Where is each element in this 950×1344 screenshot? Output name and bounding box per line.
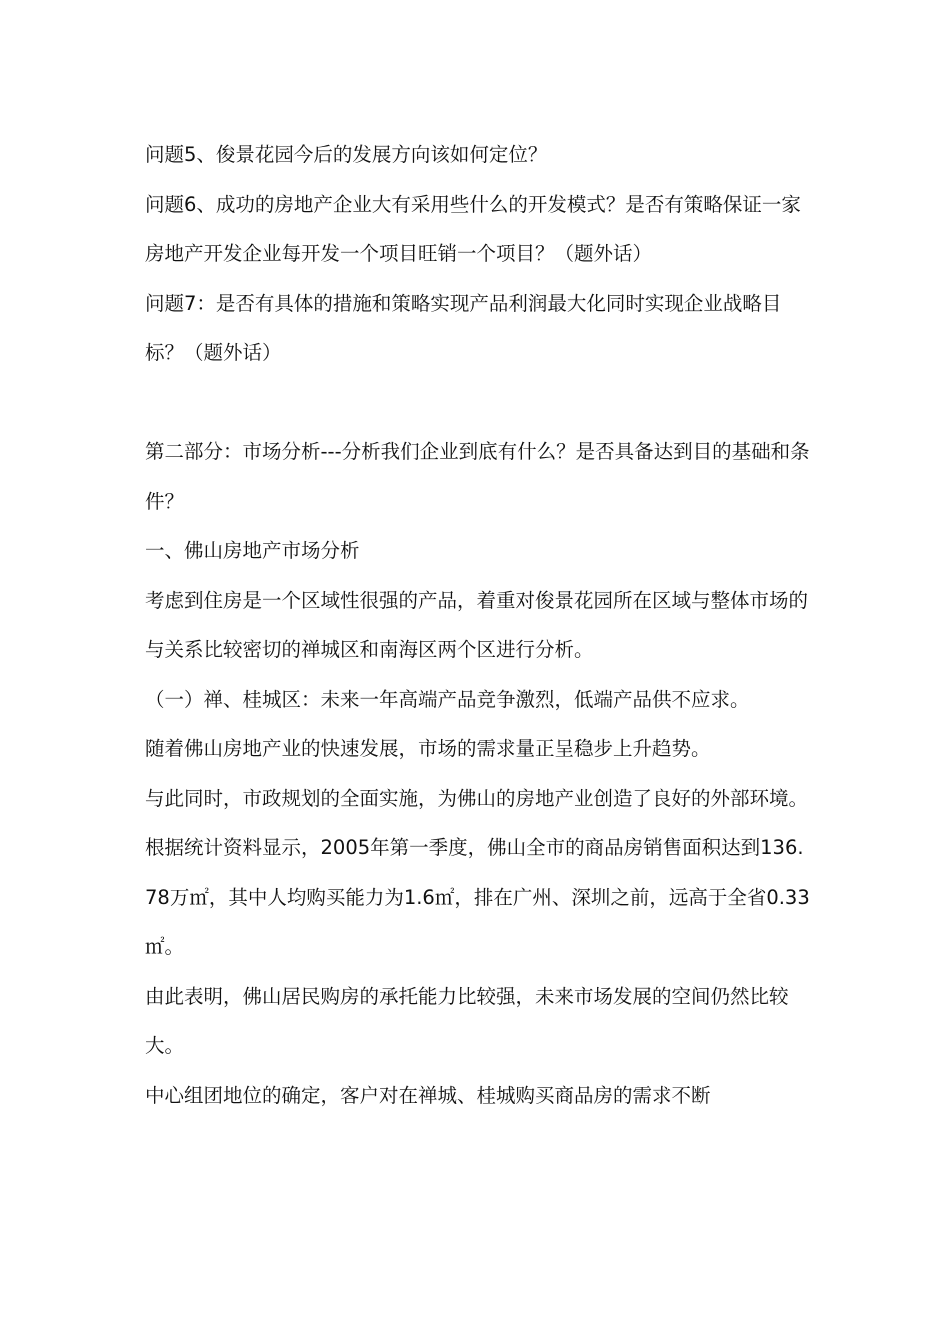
paragraph-central-group: 中心组团地位的确定，客户对在禅城、桂城购买商品房的需求不断: [145, 1083, 711, 1107]
paragraph-question-5: 问题5、俊景花园今后的发展方向该如何定位？: [145, 143, 548, 166]
paragraph-chancheng-guicheng: （一）禅、桂城区：未来一年高端产品竞争激烈，低端产品供不应求。: [145, 687, 750, 711]
paragraph-purchasing-power: 由此表明，佛山居民购房的承托能力比较强，未来市场发展的空间仍然比较大。: [145, 984, 789, 1057]
paragraph-market-demand: 随着佛山房地产业的快速发展，市场的需求量正呈稳步上升趋势。: [145, 737, 711, 760]
paragraph-question-7: 问题7：是否有具体的措施和策略实现产品利润最大化同时实现企业战略目标？（题外话）: [145, 291, 782, 364]
blank-line: [145, 378, 810, 428]
section-heading-part-two: 第二部分：市场分析---分析我们企业到底有什么？是否具备达到目的基础和条件？: [145, 440, 810, 513]
subsection-heading-foshan-market: 一、佛山房地产市场分析: [145, 539, 360, 562]
paragraph-analysis-scope: 考虑到住房是一个区域性很强的产品，着重对俊景花园所在区域与整体市场的与关系比较密切的禅城区和南海区两个区进行分析。: [145, 588, 809, 661]
paragraph-question-6: 问题6、成功的房地产企业大有采用些什么的开发模式？是否有策略保证一家房地产开发企业每开发一个项目旺销一个项目？（题外话）: [145, 192, 801, 265]
paragraph-statistics: 与此同时，市政规划的全面实施，为佛山的房地产业创造了良好的外部环境。根据统计资料显示，2005年第一季度，佛山全市的商品房销售面积达到136.78万㎡，其中人均购买能力为1.6㎡，排在广州、深圳之前，远高于全省0.33㎡。: [145, 786, 810, 958]
document-body: [145, 130, 810, 1120]
